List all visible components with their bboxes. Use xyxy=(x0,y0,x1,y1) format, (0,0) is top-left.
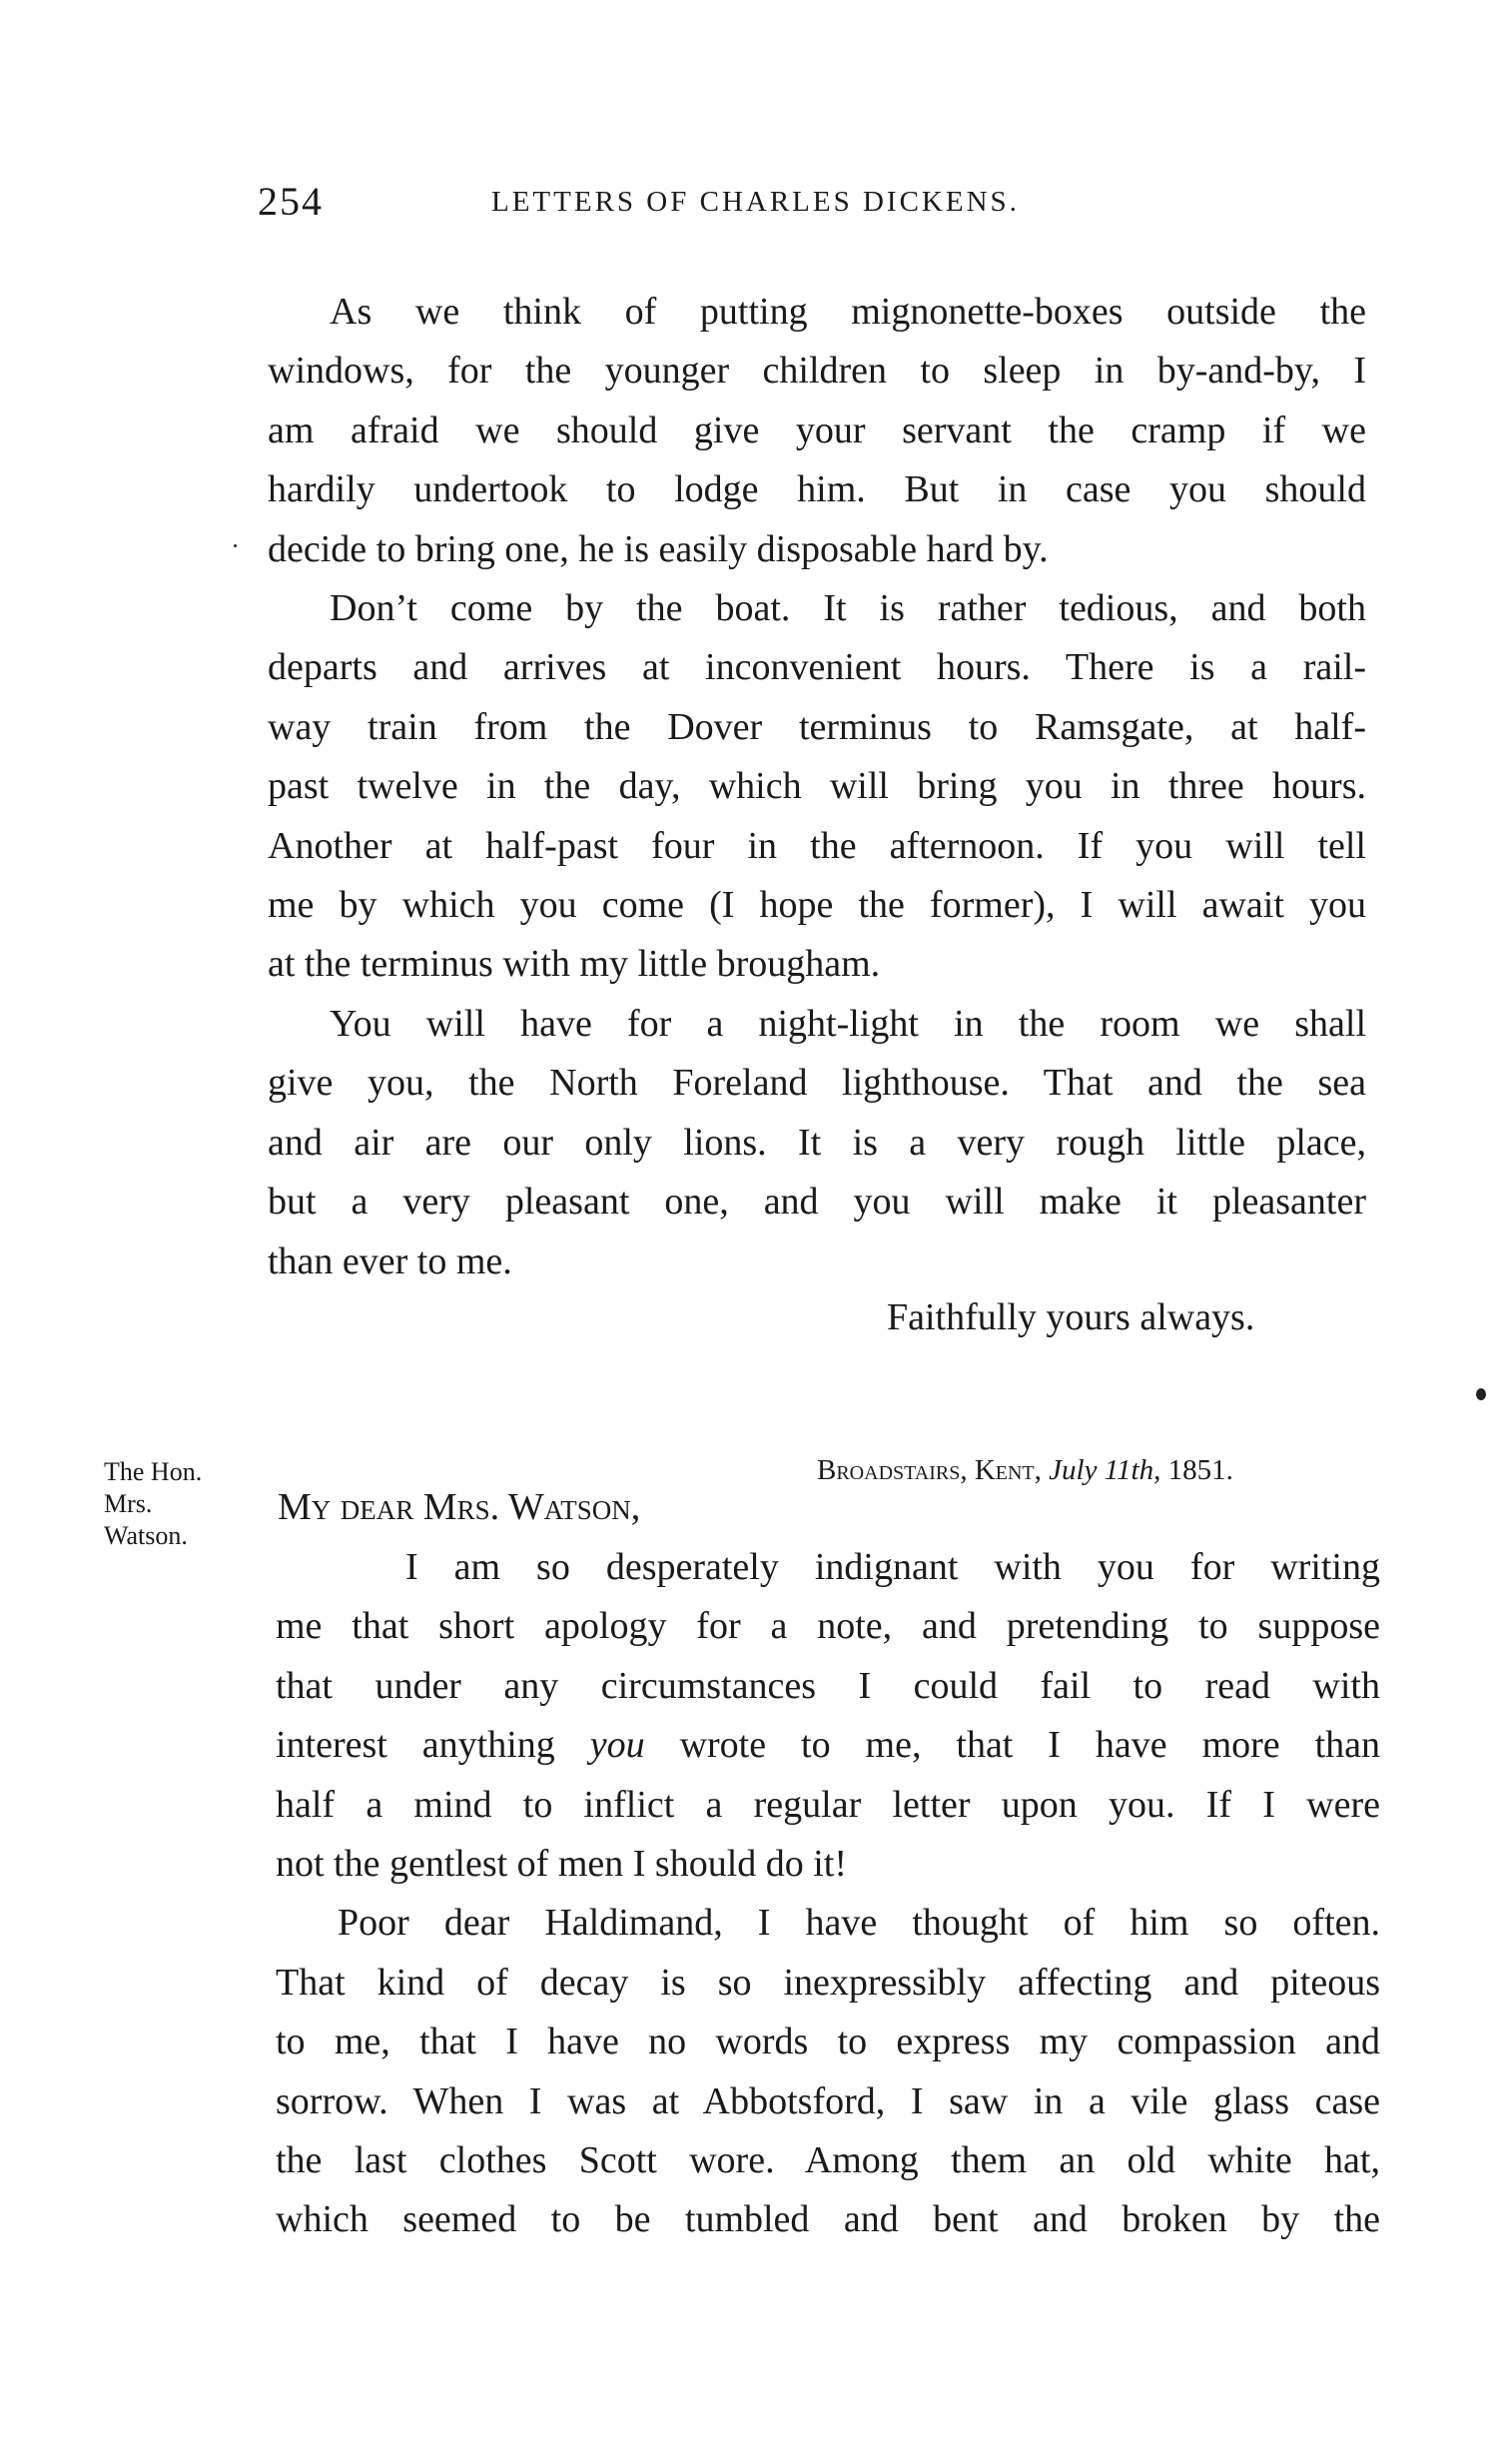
ink-speck xyxy=(1476,1388,1486,1400)
text-line: me by which you come (I hope the former), I will await you xyxy=(268,884,1366,927)
text-line: half a mind to inflict a regular letter upon you. If I were xyxy=(276,1783,1380,1826)
letter-closing: Faithfully yours always. xyxy=(887,1296,1255,1338)
text-line: Another at half-past four in the afternoon. If you will tell xyxy=(268,824,1366,867)
text-line: am afraid we should give your servant the cramp if we xyxy=(268,409,1366,451)
text-line: but a very pleasant one, and you will make it pleasanter xyxy=(268,1181,1366,1224)
text-line: me that short apology for a note, and pretending to suppose xyxy=(276,1605,1380,1648)
text-line: way train from the Dover terminus to Ramsgate, at half- xyxy=(268,705,1366,748)
text-line: give you, the North Foreland lighthouse. That and the sea xyxy=(268,1062,1366,1105)
text-line: the last clothes Scott wore. Among them an old white hat, xyxy=(276,2139,1380,2182)
text-line: to me, that I have no words to express my compassion and xyxy=(276,2021,1380,2063)
text-line: hardily undertook to lodge him. But in case you should xyxy=(268,468,1366,511)
dateline-year: 1851. xyxy=(1167,1454,1233,1486)
text-line: which seemed to be tumbled and bent and broken by the xyxy=(276,2198,1380,2241)
text-line: That kind of decay is so inexpressibly affecting and piteous xyxy=(276,1961,1380,2004)
page-number: 254 xyxy=(258,179,324,224)
dateline-month: July xyxy=(1049,1454,1098,1486)
dateline xyxy=(817,1454,1233,1487)
salutation: My dear Mrs. Watson, xyxy=(278,1486,641,1528)
text-line: than ever to me. xyxy=(268,1239,512,1282)
text-line: windows, for the younger children to sleep in by-and-by, I xyxy=(268,350,1366,393)
text-line: that under any circumstances I could fail to read with xyxy=(276,1664,1380,1707)
recipient-side-note xyxy=(104,1456,202,1552)
text-line: sorrow. When I was at Abbotsford, I saw in a vile glass case xyxy=(276,2079,1380,2122)
text-line: decide to bring one, he is easily disposable hard by. xyxy=(268,527,1049,570)
text-line: You will have for a night-light in the room we shall xyxy=(330,1002,1366,1045)
letter-one-body xyxy=(268,283,1366,1291)
text-line: and air are our only lions. It is a very rough little place, xyxy=(268,1121,1366,1164)
ink-speck xyxy=(234,544,237,547)
emphasis-you: you xyxy=(589,1724,645,1767)
side-note-line: Watson. xyxy=(104,1521,188,1550)
text-line: departs and arrives at inconvenient hours. There is a rail- xyxy=(268,646,1366,689)
text-line: past twelve in the day, which will bring you in three hours. xyxy=(268,765,1366,808)
text-line: not the gentlest of men I should do it! xyxy=(276,1843,848,1886)
dateline-day: 11th, xyxy=(1104,1454,1161,1486)
text-fragment: wrote to me, that I have more than xyxy=(679,1724,1381,1767)
text-line: I am so desperately indignant with you for writing xyxy=(405,1546,1380,1588)
text-fragment: interest anything xyxy=(276,1724,555,1767)
text-line: at the terminus with my little brougham. xyxy=(268,943,881,986)
letter-two-body xyxy=(276,1538,1380,2250)
side-note-line: The Hon. xyxy=(104,1457,203,1486)
dateline-place: Broadstairs, Kent, xyxy=(817,1454,1042,1486)
text-line: Don’t come by the boat. It is rather tedious, and both xyxy=(330,587,1366,630)
text-line: Poor dear Haldimand, I have thought of him so often. xyxy=(338,1902,1380,1945)
running-title: LETTERS OF CHARLES DICKENS. xyxy=(491,186,1020,218)
side-note-line: Mrs. xyxy=(104,1489,153,1518)
text-line xyxy=(276,1716,1380,1775)
text-line: As we think of putting mignonette-boxes outside the xyxy=(330,291,1366,333)
